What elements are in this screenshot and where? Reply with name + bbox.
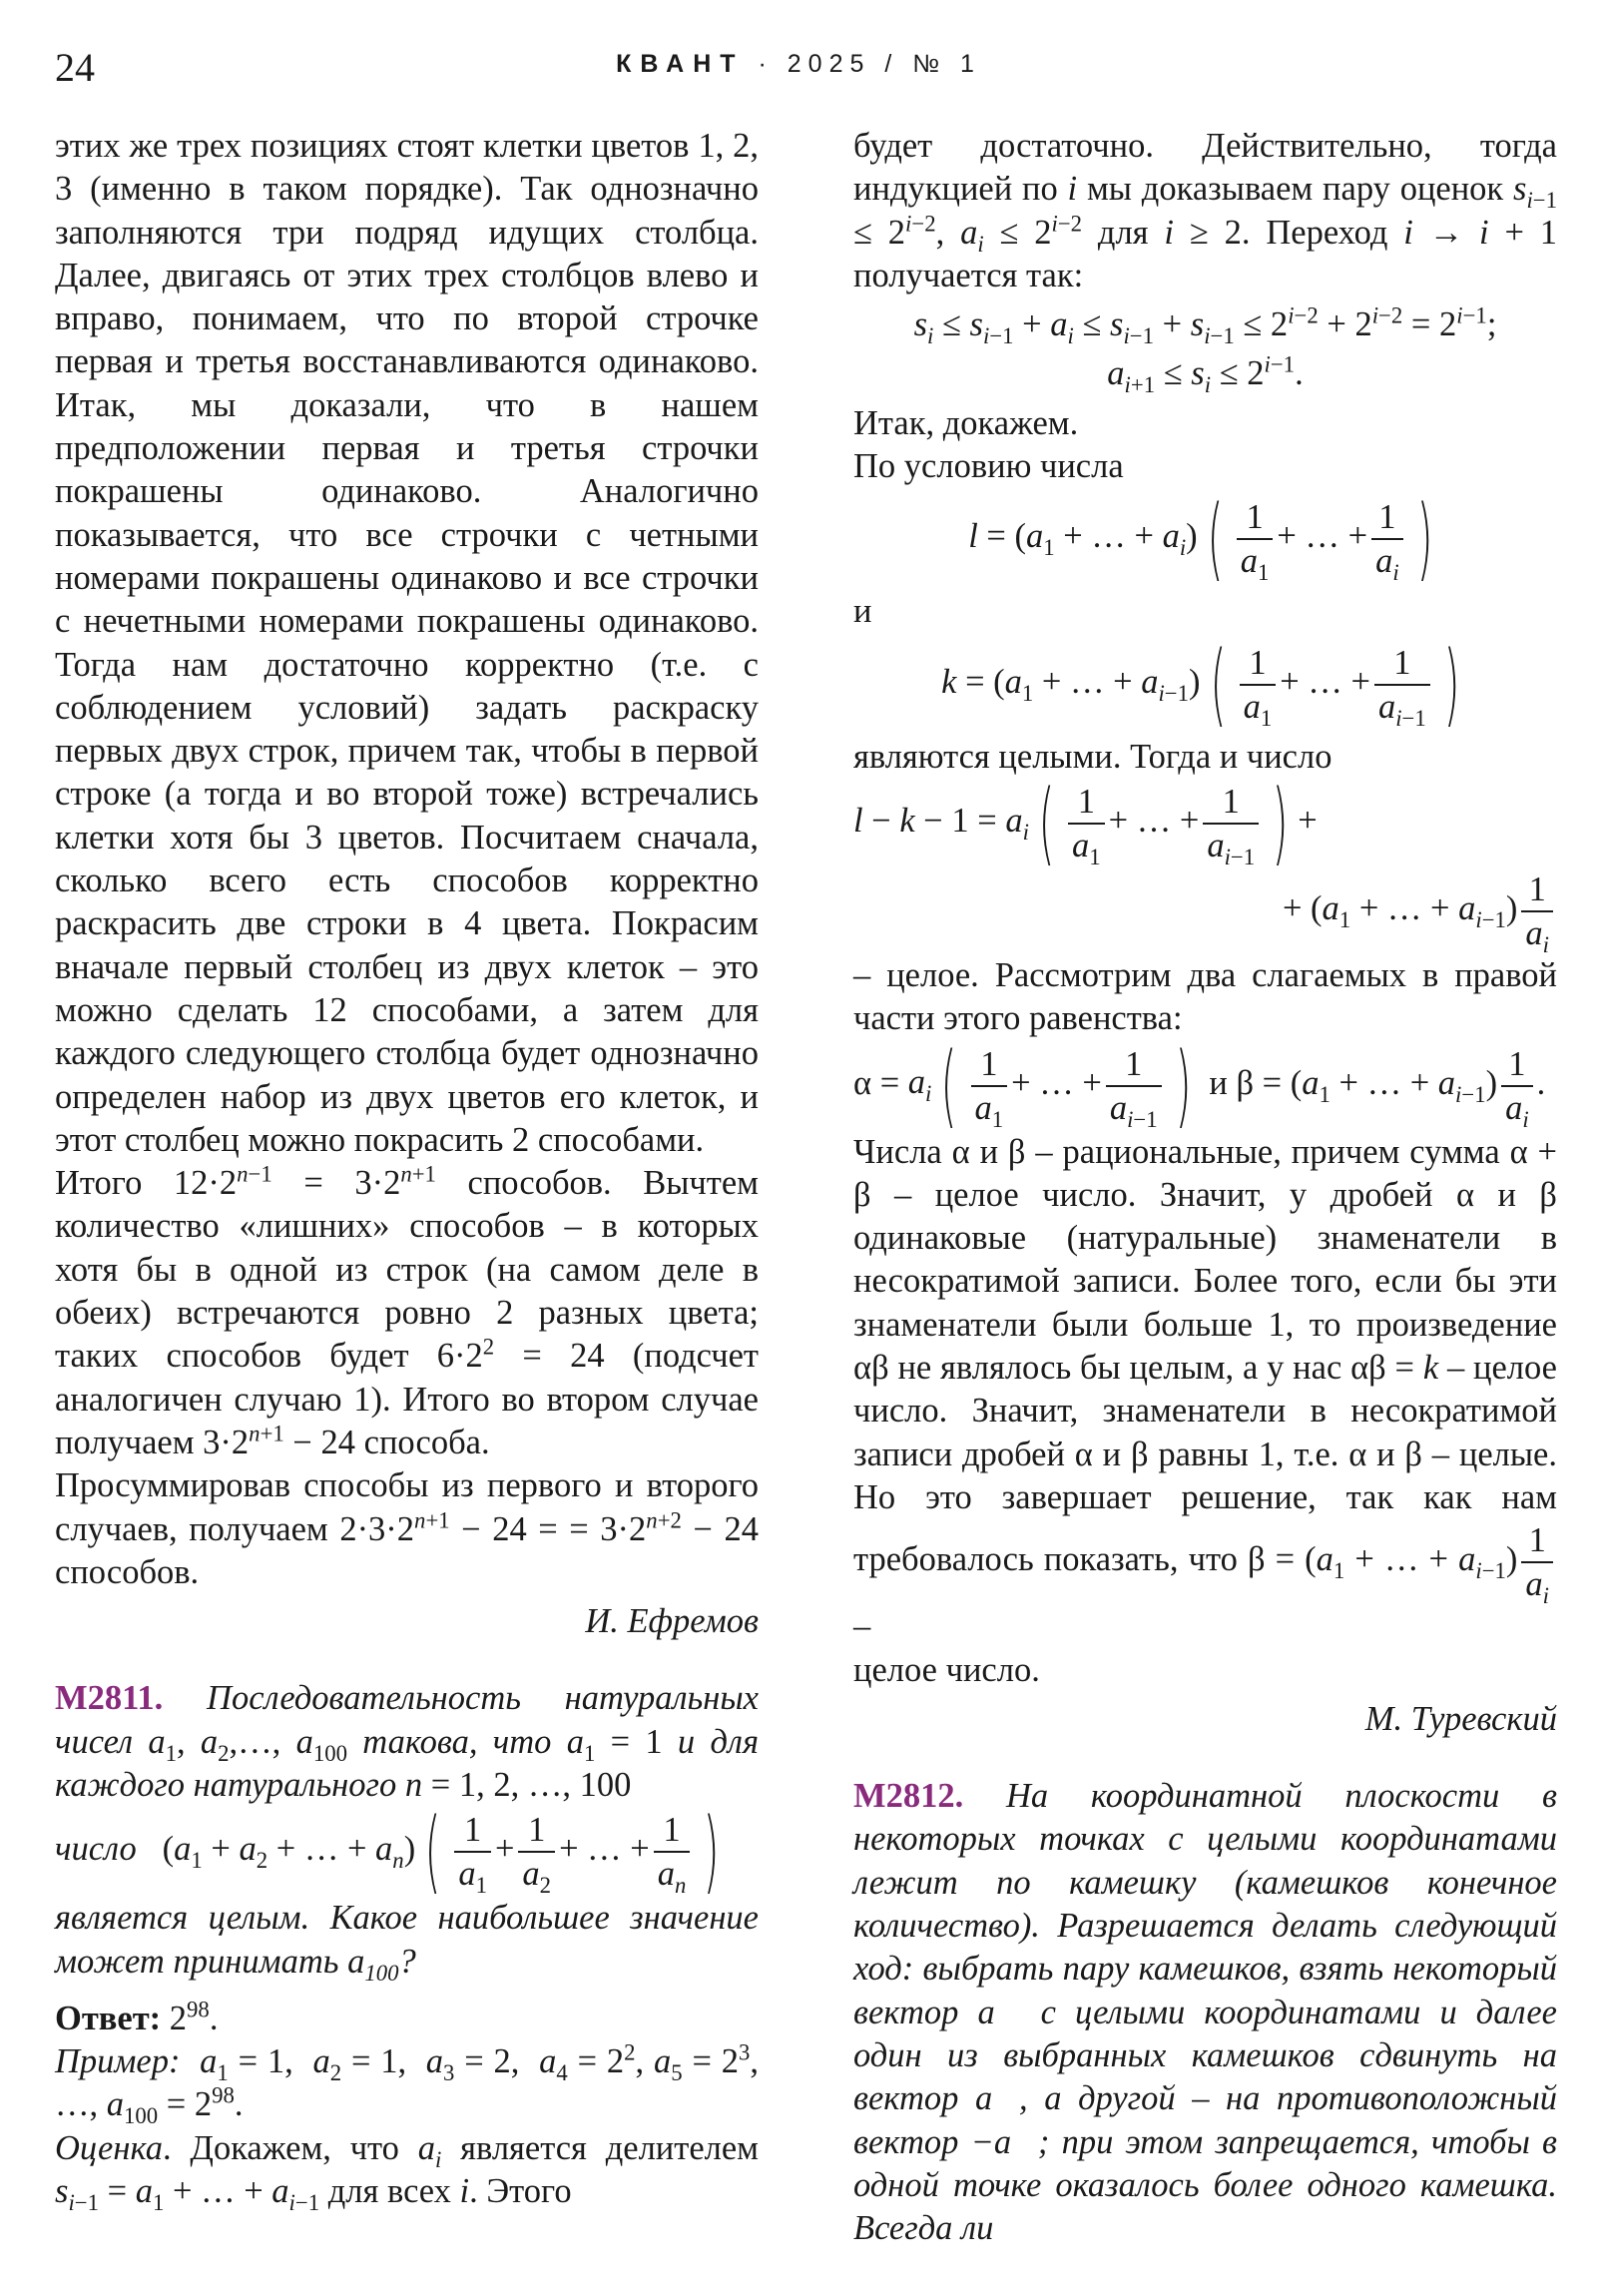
paragraph: Числа α и β – рациональные, причем сумма α + β – целое число. Значит, у дробей α и β одинаковые (натуральные) знаменатели в несократимой записи. Более того, если бы эти знаменатели были больше 1, то произведение αβ не являлось бы целым, а у нас αβ = k – целое число. Значит, знаменатели в несократимой записи дробей α и β равны 1, т.е. α и β – целые. Но это завершает решение, так как нам требовалось показать, что $\beta = (a_1$ + … + $a_{i-1}$) $\frac{1}{a_i}$ –: [853, 1132, 1557, 1646]
answer: Ответ: $2^{98}$.: [55, 1997, 219, 2037]
paragraph: является целым. Какое наибольшее значение может принимать $a_{100}$?: [55, 1899, 759, 1986]
paragraph: будет достаточно. Действительно, тогда индукцией по i мы доказываем пару оценок $s_{i-1} \le 2^{i-2}$, $a_i \le 2^{i-2}$ для i ≥ 2. Переход i → i + 1 получается так:: [853, 127, 1558, 294]
paragraph: По условию числа: [853, 447, 1124, 486]
journal-name: КВАНТ: [616, 50, 745, 78]
page-number: 24: [55, 45, 95, 90]
problem-number: М2811.: [55, 1679, 164, 1718]
right-column: [853, 125, 1557, 2250]
formula-m2811: число ($a_1 + a_2$ + … + $a_n$) ( $\frac{1}{a_1}$ + $\frac{1}{a_2}$ + … + $\frac{1}{a_n}$ ): [55, 1799, 720, 1905]
formula-k: $k = (a_1$ + … + $a_{i-1}$) ( $\frac{1}{a_1}$ + … + $\frac{1}{a_{i-1}}$ ): [941, 631, 1460, 737]
problem-number: М2812.: [853, 1777, 964, 1816]
author-signature: М. Туревский: [1364, 1699, 1557, 1738]
formula-lk1: $l - k - 1 = a_i$ ( $\frac{1}{a_1}$ + … + $\frac{1}{a_{i-1}}$ ) +: [853, 770, 1318, 875]
formula-induction-2: $a_{i+1} \le s_i \le 2^{i-1}$.: [1107, 351, 1304, 398]
issue-label: 2025 / № 1: [787, 50, 981, 78]
formula-lk1-2: + ($a_1$ + … + $a_{i-1}$) $\frac{1}{a_i}$: [853, 868, 1557, 954]
paragraph: Итак, докажем.: [853, 403, 1079, 442]
example: Пример: $a_1 = 1$, $a_2 = 1$, $a_3 = 2$, $a_4 = 2^2$, $a_5 = 2^3$, …, $a_{100} = 2^{98}$.: [55, 2039, 759, 2129]
running-header: [0, 50, 1597, 79]
formula-alpha-beta: $\alpha = a_i$ ( $\frac{1}{a_1}$ + … + $\frac{1}{a_{i-1}}$ ) и $\beta = (a_1$ + … + $a_{i-1}$) $\frac{1}{a_i}$ .: [853, 1032, 1546, 1138]
paragraph: Итого $12\cdot 2^{n-1} = 3\cdot 2^{n+1}$ способов. Вычтем количество «лишних» способов – в которых хотя бы в одной из строк (на самом деле в обеих) встречаются ровно 2 разных цвета; таких способов будет $6\cdot 2^2 = 24$ (подсчет аналогичен случаю 1). Итого во втором случае получаем $3\cdot 2^{n+1} - 24$ способа.: [55, 1161, 759, 1461]
problem-m2811: М2811. Последовательность натуральных чисел $a_1$, $a_2,\dots$, $a_{100}$ такова, что $a_1 = 1$ и для каждого натурального n = 1, 2, …, 100: [55, 1679, 759, 1804]
paragraph: являются целыми. Тогда и число: [853, 737, 1332, 776]
estimate: Оценка. Докажем, что $a_i$ является делителем $s_{i-1} = a_1$ + … + $a_{i-1}$ для всех i. Этого: [55, 2128, 759, 2215]
left-column: [55, 125, 759, 2213]
formula-induction: $s_i \le s_{i-1} + a_i \le s_{i-1} + s_{i-1} \le 2^{i-2} + 2^{i-2} = 2^{i-1}$;: [913, 302, 1497, 349]
paragraph: этих же трех позициях стоят клетки цветов 1, 2, 3 (именно в таком порядке). Так однозначно заполняются три подряд идущих столбца. Далее, двигаясь от этих трех столбцов влево и вправо, понимаем, что по второй строчке первая и третья восстанавливаются одинаково. Итак, мы доказали, что в нашем предположении первая и третья строчки покрашены одинаково. Аналогично показывается, что все строчки с четными номерами покрашены одинаково и все строчки с нечетными номерами покрашены одинаково. Тогда нам достаточно корректно (т.е. с соблюдением условий) задать раскраску первых двух строк, причем так, чтобы в первой строке (а тогда и во второй тоже) встречались клетки хотя бы 3 цветов. Посчитаем сначала, сколько всего есть способов корректно раскрасить две строки в 4 цвета. Покрасим вначале первый столбец из двух клеток – это можно сделать 12 способами, а затем для каждого следующего столбца будет однозначно определен набор из двух цветов его клеток, и этот столбец можно покрасить 2 способами.: [55, 127, 759, 1159]
paragraph: Просуммировав способы из первого и второго случаев, получаем $2\cdot 3\cdot 2^{n+1} - 24$ = = $3\cdot 2^{n+2} - 24$ способов.: [55, 1466, 759, 1591]
paragraph: и: [853, 592, 872, 631]
paragraph: – целое. Рассмотрим два слагаемых в правой части этого равенства:: [853, 955, 1557, 1038]
paragraph: целое число.: [853, 1650, 1040, 1689]
problem-m2812: М2812. На координатной плоскости в некоторых точках с целыми координатами лежит по камешку (камешков конечное количество). Разрешается делать следующий ход: выбрать пару камешков, взять некоторый вектор a⃗ с целыми координатами и далее один из выбранных камешков сдвинуть на вектор a⃗, а другой – на противоположный вектор −a⃗; при этом запрещается, чтобы в одной точке оказалось более одного камешка. Всегда ли: [853, 1777, 1557, 2248]
author-signature: И. Ефремов: [585, 1602, 759, 1641]
formula-l: $l = (a_1$ + … + $a_i$) ( $\frac{1}{a_1}$ + … + $\frac{1}{a_i}$ ): [968, 486, 1433, 592]
header-separator: ·: [744, 50, 788, 78]
